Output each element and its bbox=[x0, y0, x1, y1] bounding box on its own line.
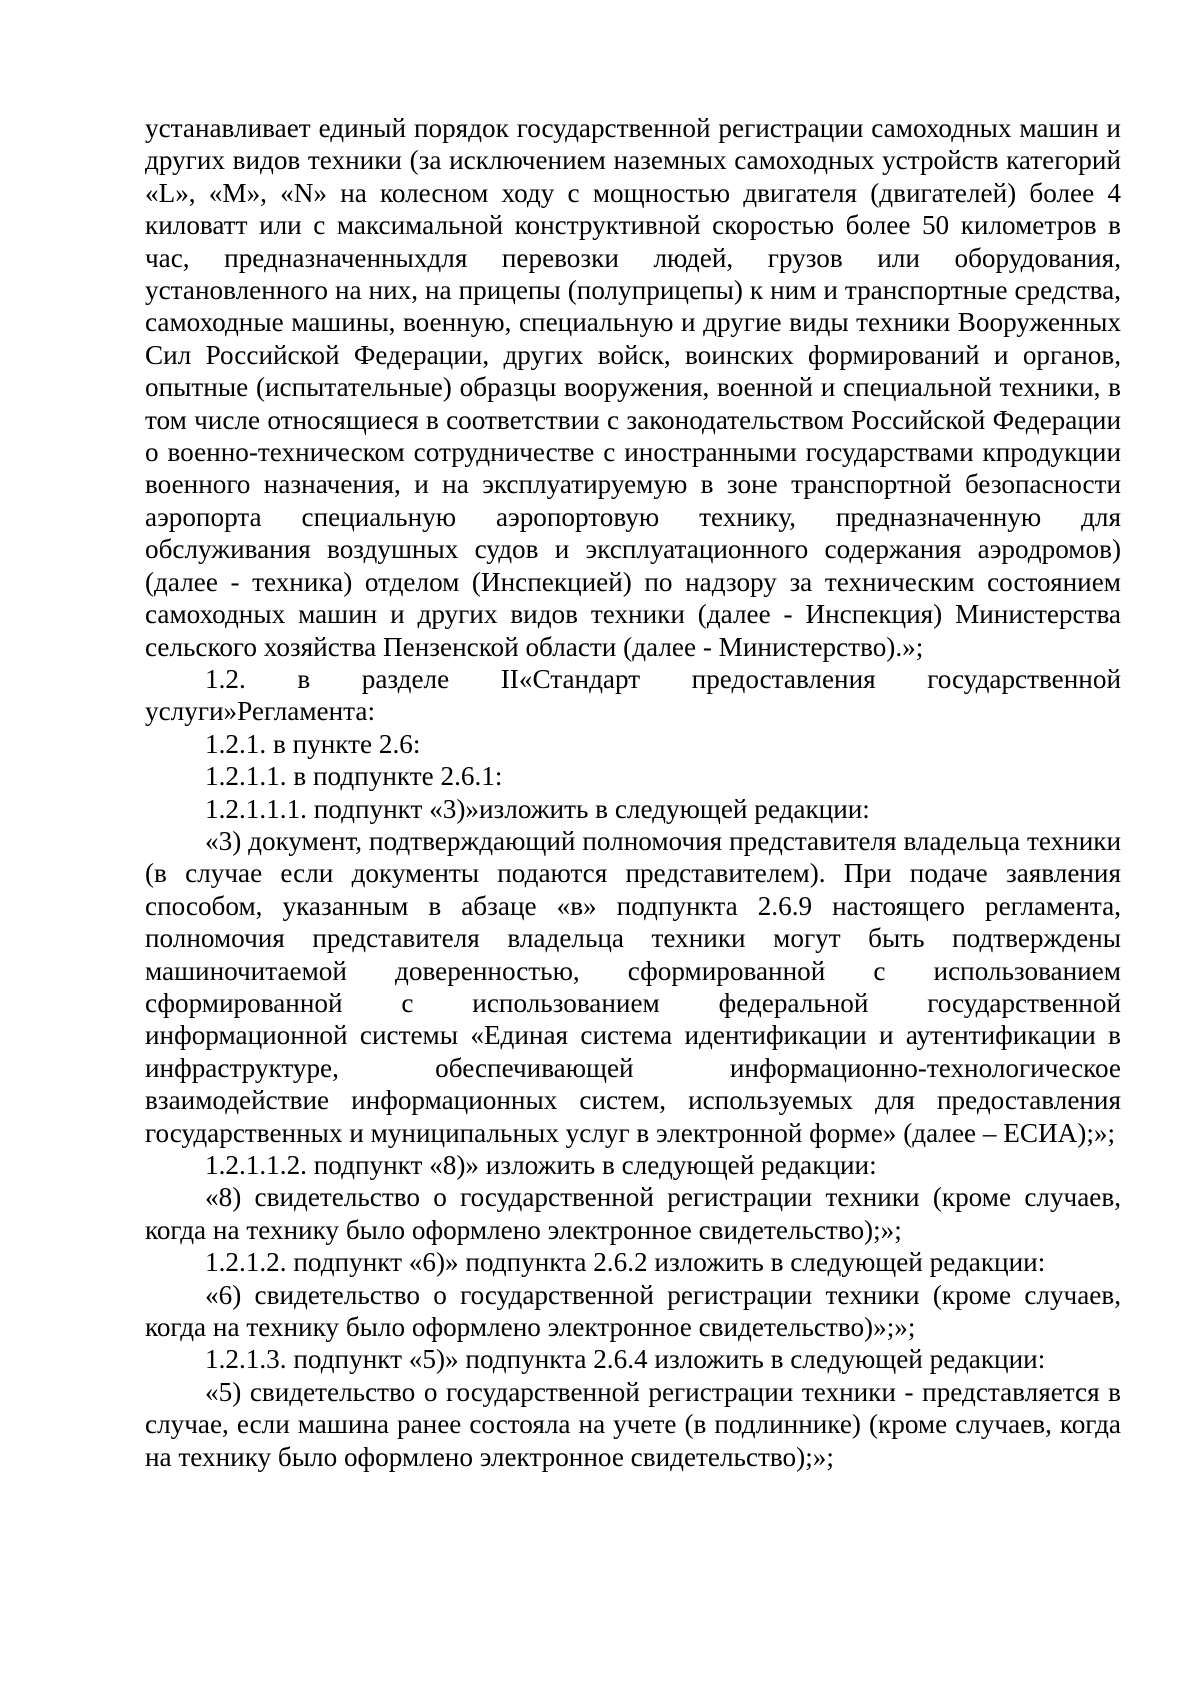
paragraph-1-2-1-3: 1.2.1.3. подпункт «5)» подпункта 2.6.4 изложить в следующей редакции: bbox=[205, 1344, 1046, 1375]
paragraph-1-2: 1.2. в разделе II«Стандарт предоставления государственной услуги»Регламента: bbox=[145, 663, 1121, 727]
paragraph-quote-8: «8) свидетельство о государственной регистрации техники (кроме случаев, когда на технику было оформлено электронное свидетельство);»; bbox=[145, 1182, 1121, 1245]
document-body bbox=[145, 112, 1121, 1473]
paragraph-quote-6: «6) свидетельство о государственной регистрации техники (кроме случаев, когда на технику было оформлено электронное свидетельство)»;»; bbox=[145, 1279, 1121, 1343]
paragraph-1-2-1-1-2: 1.2.1.1.2. подпункт «8)» изложить в следующей редакции: bbox=[205, 1150, 877, 1180]
paragraph-1-2-1-1-1: 1.2.1.1.1. подпункт «3)»изложить в следующей редакции: bbox=[205, 793, 870, 824]
paragraph-quote-5: «5) свидетельство о государственной регистрации техники - представляется в случае, если машина ранее состояла на учете (в подлиннике) (кроме случаев, когда на технику было оформлено электронное свидетельство);»; bbox=[145, 1376, 1121, 1472]
paragraph-1-2-1-1: 1.2.1.1. в подпункте 2.6.1: bbox=[205, 761, 503, 792]
paragraph-scope: устанавливает единый порядок государственной регистрации самоходных машин и других видов техники (за исключением наземных самоходных устройств категорий «L», «M», «N» на колесном ходу с мощностью двигателя (двигателей) более 4 киловатт или с максимальной конструктивной скоростью более 50 километров в час, предназначенныхдля перевозки людей, грузов или оборудования, установленного на них, на прицепы (полуприцепы) к ним и транспортные средства, самоходные машины, военную, специальную и другие виды техники Вооруженных Сил Российской Федерации, других войск, воинских формирований и органов, опытные (испытательные) образцы вооружения, военной и специальной техники, в том числе относящиеся в соответствии с законодательством Российской Федерации о военно-техническом сотрудничестве с иностранными государствами кпродукции военного назначения, и на эксплуатируемую в зоне транспортной безопасности аэропорта специальную аэропортовую технику, предназначенную для обслуживания воздушных судов и эксплуатационного содержания аэродромов) (далее - техника) отделом (Инспекцией) по надзору за техническим состоянием самоходных машин и других видов техники (далее - Инспекция) Министерства сельского хозяйства Пензенской области (далее - Министерство).»; bbox=[145, 113, 1121, 662]
paragraph-quote-3: «3) документ, подтверждающий полномочия представителя владельца техники (в случае если документы подаются представителем). При подаче заявления способом, указанным в абзаце «в» подпункта 2.6.9 настоящего регламента, полномочия представителя владельца техники могут быть подтверждены машиночитаемой доверенностью, сформированной с использованием сформированной с использованием федеральной государственной информационной системы «Единая система идентификации и аутентификации в инфраструктуре, обеспечивающей информационно-технологическое взаимодействие информационных систем, используемых для предоставления государственных и муниципальных услуг в электронной форме» (далее – ЕСИА);»; bbox=[145, 825, 1121, 1148]
paragraph-1-2-1-2: 1.2.1.2. подпункт «6)» подпункта 2.6.2 изложить в следующей редакции: bbox=[205, 1247, 1046, 1278]
paragraph-1-2-1: 1.2.1. в пункте 2.6: bbox=[205, 728, 421, 759]
